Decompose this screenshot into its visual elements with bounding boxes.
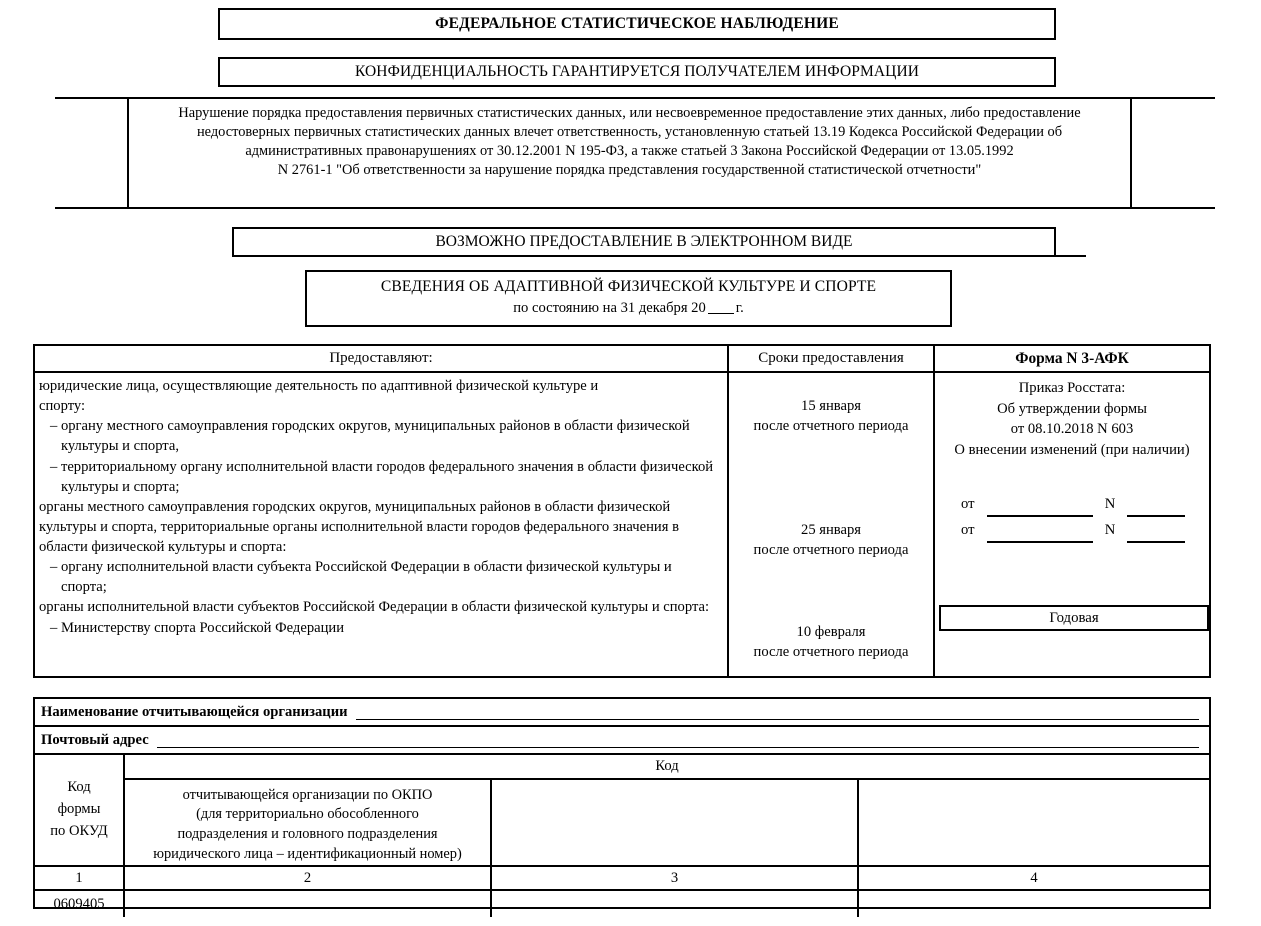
providers-group2-lead: органы местного самоуправления городских округов, муниципальных районов в области физической культуры и спорта, территориальные органы исполнительной власти городов федерального значения в области физической культуры и спорта: bbox=[39, 498, 679, 555]
term-note: после отчетного периода bbox=[753, 417, 909, 434]
column-numbers-row bbox=[35, 865, 1209, 891]
providers-group1-item-1: – органу местного самоуправления городских округов, муниципальных районов в области физической культуры и спорта, bbox=[50, 418, 690, 455]
providers-body bbox=[35, 373, 727, 638]
n-label: N bbox=[1104, 496, 1116, 513]
code-4-value[interactable] bbox=[859, 891, 1209, 917]
okud-code-value: 0609405 bbox=[35, 891, 125, 917]
year-input-blank[interactable] bbox=[708, 300, 734, 314]
column-number-cell: 1 bbox=[35, 867, 125, 889]
amendment-row bbox=[961, 517, 1193, 543]
terms-body bbox=[729, 373, 933, 678]
legal-notice-paragraph: Нарушение порядка предоставления первичных статистических данных, или несвоевременное предоставление этих данных, либо предоставление недостоверных первичных статистических данных влечет ответственность, установленную статьей 13.19 Кодекса Российской Федерации об административных правонарушениях от 30.12.2001 N 195-ФЗ, а также статьей 3 Закона Российской Федерации от 13.05.1992 bbox=[178, 105, 1081, 160]
providers-group3-lead: органы исполнительной власти субъектов Российской Федерации в области физической культуры и спорта: bbox=[39, 599, 710, 616]
form-approval-label: Об утверждении формы bbox=[997, 400, 1147, 417]
federal-observation-text: ФЕДЕРАЛЬНОЕ СТАТИСТИЧЕСКОЕ НАБЛЮДЕНИЕ bbox=[435, 15, 839, 33]
form-info-column bbox=[935, 346, 1209, 676]
providers-group1-lead-2: спорту: bbox=[39, 398, 86, 415]
code-column-3-header bbox=[492, 780, 859, 866]
amendment-date-blank[interactable] bbox=[987, 523, 1093, 543]
submission-info-table bbox=[33, 344, 1211, 678]
okpo-header-line-2: (для территориально обособленного bbox=[196, 806, 419, 823]
electronic-submission-banner bbox=[232, 227, 1056, 257]
providers-column bbox=[35, 346, 729, 676]
legal-notice-block bbox=[55, 97, 1215, 209]
providers-group1-lead-1: юридические лица, осуществляющие деятельность по адаптивной физической культуре и bbox=[39, 378, 599, 394]
amendment-number-blank[interactable] bbox=[1127, 523, 1185, 543]
term-item bbox=[729, 397, 933, 436]
form-amendments-label: О внесении изменений (при наличии) bbox=[954, 442, 1190, 459]
amendment-number-blank[interactable] bbox=[1127, 497, 1185, 517]
providers-group2-item-1: – органу исполнительной власти субъекта Российской Федерации в области физической культуры и спорта; bbox=[50, 559, 672, 596]
term-item bbox=[729, 521, 933, 560]
providers-group3-item-1: – Министерству спорта Российской Федерации bbox=[50, 619, 345, 636]
legal-left-spacer bbox=[55, 99, 127, 207]
column-number-cell: 4 bbox=[1030, 869, 1038, 886]
n-label: N bbox=[1104, 522, 1116, 539]
providers-header: Предоставляют: bbox=[35, 346, 727, 373]
confidentiality-banner bbox=[218, 57, 1056, 87]
codes-section bbox=[125, 755, 1209, 865]
legal-notice-cell bbox=[127, 99, 1132, 207]
postal-address-label: Почтовый адрес bbox=[41, 731, 149, 748]
form-title-box bbox=[305, 270, 952, 327]
providers-group1-item-2: – территориальному органу исполнительной власти городов федерального значения в области физической культуры и спорта; bbox=[50, 458, 714, 495]
form-title: СВЕДЕНИЯ ОБ АДАПТИВНОЙ ФИЗИЧЕСКОЙ КУЛЬТУРЕ И СПОРТЕ bbox=[380, 278, 877, 295]
okud-header-line-1: Код bbox=[67, 779, 91, 796]
amendment-date-blank[interactable] bbox=[987, 497, 1093, 517]
terms-column bbox=[729, 346, 935, 676]
form-info-body bbox=[935, 373, 1209, 626]
okpo-header-line-4: юридического лица – идентификационный номер) bbox=[153, 846, 462, 863]
rosstat-order-label: Приказ Росстата: bbox=[1018, 380, 1126, 396]
as-of-date-suffix: г. bbox=[735, 299, 744, 316]
organization-name-row bbox=[35, 699, 1209, 727]
term-item bbox=[729, 623, 933, 662]
term-note: после отчетного периода bbox=[753, 643, 909, 660]
postal-address-row bbox=[35, 727, 1209, 755]
postal-address-input[interactable] bbox=[157, 733, 1199, 748]
form-title-date-line bbox=[307, 300, 950, 317]
organization-details-table bbox=[33, 697, 1211, 912]
form-number-header: Форма N 3-АФК bbox=[935, 346, 1209, 373]
column-number-cell: 2 bbox=[125, 867, 492, 889]
term-date: 15 января bbox=[801, 398, 861, 414]
periodicity-box bbox=[939, 605, 1209, 631]
federal-observation-banner bbox=[218, 8, 1056, 40]
column-number-cell: 3 bbox=[492, 867, 859, 889]
term-date: 25 января bbox=[801, 522, 861, 538]
code-3-value[interactable] bbox=[492, 891, 859, 917]
organization-name-label: Наименование отчитывающейся организации bbox=[41, 703, 348, 720]
legal-right-empty-cell bbox=[1132, 99, 1215, 207]
okud-header-line-2: формы bbox=[57, 801, 101, 818]
legal-notice-second-line: N 2761-1 "Об ответственности за нарушение порядка представления государственной статистической отчетности" bbox=[277, 162, 982, 179]
term-note: после отчетного периода bbox=[753, 541, 909, 558]
okud-header-line-3: по ОКУД bbox=[50, 822, 108, 839]
as-of-date-prefix: по состоянию на 31 декабря 20 bbox=[513, 299, 706, 316]
organization-name-input[interactable] bbox=[356, 705, 1199, 720]
confidentiality-text: КОНФИДЕНЦИАЛЬНОСТЬ ГАРАНТИРУЕТСЯ ПОЛУЧАТЕЛЕМ ИНФОРМАЦИИ bbox=[354, 63, 920, 81]
ot-label: от bbox=[961, 496, 975, 513]
electronic-banner-tail-rule bbox=[1056, 255, 1086, 257]
okpo-header-line-1: отчитывающейся организации по ОКПО bbox=[182, 786, 433, 803]
amendment-entry-lines bbox=[961, 491, 1193, 543]
codes-header-row bbox=[35, 755, 1209, 865]
code-subheaders-row bbox=[125, 780, 1209, 866]
okpo-code-header bbox=[125, 780, 492, 866]
code-column-4-header bbox=[859, 780, 1209, 866]
amendment-row bbox=[961, 491, 1193, 517]
code-group-header: Код bbox=[125, 755, 1209, 780]
form-approval-date: от 08.10.2018 N 603 bbox=[1010, 421, 1134, 438]
terms-header: Сроки предоставления bbox=[729, 346, 933, 373]
periodicity-label: Годовая bbox=[1049, 609, 1099, 626]
values-row bbox=[35, 891, 1209, 917]
term-date: 10 февраля bbox=[796, 624, 866, 640]
okpo-header-line-3: подразделения и головного подразделения bbox=[177, 826, 438, 843]
okpo-code-value[interactable] bbox=[125, 891, 492, 917]
okud-form-code-header bbox=[35, 755, 125, 865]
ot-label: от bbox=[961, 522, 975, 539]
electronic-submission-text: ВОЗМОЖНО ПРЕДОСТАВЛЕНИЕ В ЭЛЕКТРОННОМ ВИДЕ bbox=[435, 233, 853, 251]
